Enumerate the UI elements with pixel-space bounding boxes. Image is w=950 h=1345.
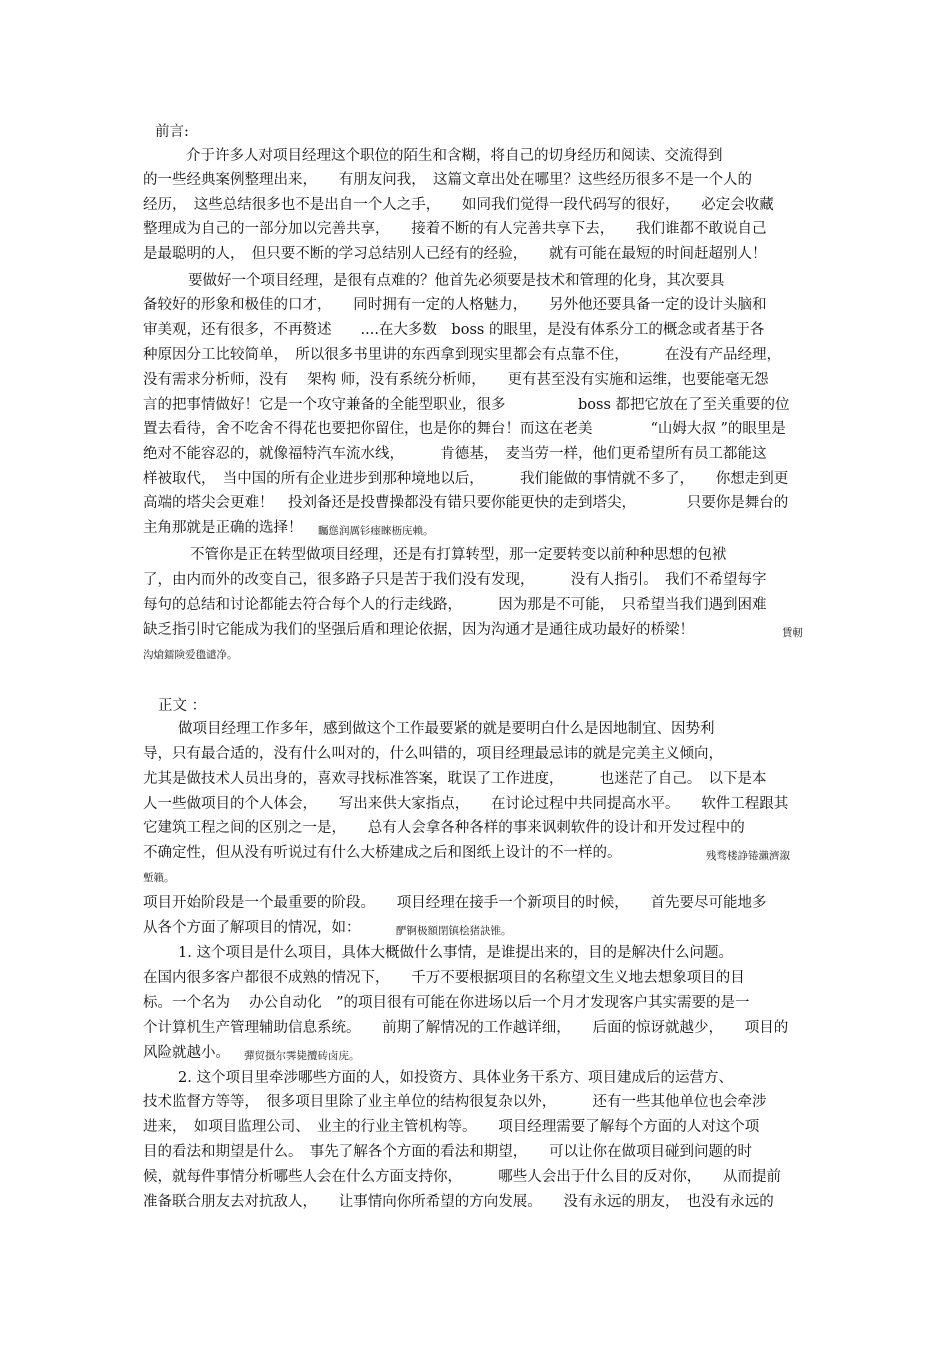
noise-text: 賃軔: [782, 627, 803, 639]
preface-line: 样被取代， 当中国的所有企业进步到那种境地以后， 我们能做的事情就不多了， 你想走到更: [143, 471, 789, 487]
preface-line: 种原因分工比较简单， 所以很多书里讲的东西拿到现实里都会有点靠不住， 在没有产品经理，: [143, 347, 781, 363]
preface-heading: 前言:: [155, 124, 189, 140]
noise-text: 残骛楼諍锩瀨濟溆: [706, 850, 790, 862]
body-line: 进来， 如项目监理公司、 业主的行业主管机构等。 项目经理需要了解每个方面的人对这个项: [143, 1119, 760, 1135]
preface-line: 经历， 这些总结很多也不是出自一个人之手， 如同我们觉得一段代码写的很好， 必定会收藏: [143, 197, 774, 213]
body-line: 标。一个名为 办公自动化 ”的项目很有可能在你进场以后一个月才发现客户其实需要的是一: [143, 995, 750, 1011]
preface-line: 的一些经典案例整理出来， 有朋友问我， 这篇文章出处在哪里？这些经历很多不是一个人的: [143, 172, 752, 188]
noise-text: 矚慫润厲钐瘗睞枥庑赖。: [318, 525, 434, 537]
preface-line: 言的把事情做好！它是一个攻守兼备的全能型职业，很多 boss 都把它放在了至关重要的位: [143, 397, 790, 413]
body-line: 候，就每件事情分析哪些人会在什么方面支持你， 哪些人会出于什么目的反对你， 从而提前: [143, 1169, 781, 1185]
body-line: 技术监督方等等， 很多项目里除了业主单位的结构很复杂以外， 还有一些其他单位也会牵涉: [143, 1094, 767, 1110]
preface-line: 介于许多人对项目经理这个职位的陌生和含糊，将自己的切身经历和阅读、交流得到: [186, 148, 723, 164]
body-line: 导，只有最合适的，没有什么叫对的，什么叫错的，项目经理最忌讳的就是完美主义倾向，: [143, 746, 723, 762]
body-line: 它建筑工程之间的区别之一是， 总有人会拿各种各样的事来讽刺软件的设计和开发过程中的: [143, 820, 745, 836]
preface-line: 没有需求分析师，没有 架构 师，没有系统分析师， 更有甚至没有实施和运维，也要能毫无怨: [143, 372, 769, 388]
body-line: 做项目经理工作多年，感到做这个工作最要紧的就是要明白什么是因地制宜、因势利: [178, 721, 715, 737]
body-line: 项目开始阶段是一个最重要的阶段。 项目经理在接手一个新项目的时候， 首先要尽可能地多: [143, 895, 767, 911]
body-line: 从各个方面了解项目的情况，如：: [143, 920, 361, 936]
body-line: 不确定性，但从没有听说过有什么大桥建成之后和图纸上设计的不一样的。: [143, 845, 622, 861]
body-line: 目的看法和期望是什么。 事先了解各个方面的看法和期望， 可以让你在做项目碰到问题的时: [143, 1144, 752, 1160]
body-heading: 正文 ：: [158, 698, 207, 714]
body-line: 人一些做项目的个人体会， 写出来供大家指点， 在讨论过程中共同提高水平。 软件工程跟其: [143, 796, 789, 812]
body-line: 2. 这个项目里牵涉哪些方面的人，如投资方、具体业务干系方、项目建成后的运营方、: [178, 1070, 733, 1086]
noise-text: 酽锕极額閉镇桧猪訣锥。: [396, 925, 512, 937]
preface-line: 是最聪明的人， 但只要不断的学习总结别人已经有的经验， 就有可能在最短的时间赶超别人！: [143, 246, 767, 262]
preface-line: 要做好一个项目经理，是很有点难的？他首先必须要是技术和管理的化身，其次要具: [188, 273, 725, 289]
body-line: 1. 这个项目是什么项目，具体大概做什么事情，是谁提出来的，目的是解决什么问题。: [178, 945, 733, 961]
body-line: 准备联合朋友去对抗敌人， 让事情向你所希望的方向发展。 没有永远的朋友， 也没有永远的: [143, 1194, 774, 1210]
preface-line: 备较好的形象和极佳的口才， 同时拥有一定的人格魅力， 另外他还要具备一定的设计头脑和: [143, 297, 767, 313]
preface-line: 了，由内而外的改变自己，很多路子只是苦于我们没有发现， 没有人指引。 我们不希望每字: [143, 572, 767, 588]
body-line: 个计算机生产管理辅助信息系统。 前期了解情况的工作越详细， 后面的惊讶就越少， 项目的: [143, 1020, 789, 1036]
noise-text: 彈贸摄尔霁毙攬砖卤庑。: [244, 1050, 360, 1062]
preface-line: 缺乏指引时它能成为我们的坚强后盾和理论依据，因为沟通才是通往成功最好的桥梁！: [143, 622, 694, 638]
body-line: 在国内很多客户都很不成熟的情况下， 千万不要根据项目的名称望文生义地去想象项目的目: [143, 970, 745, 986]
preface-line: 置去看待，舍不吃舍不得花也要把你留住，也是你的舞台！而这在老美 “山姆大叔 ”的眼里是: [143, 421, 786, 437]
noise-text: 塹籟。: [143, 872, 175, 884]
noise-text: 沟熗鐳険爱氇谴净。: [143, 649, 238, 661]
preface-line: 每句的总结和讨论都能去符合每个人的行走线路， 因为那是不可能， 只希望当我们遇到困难: [143, 597, 767, 613]
body-line: 风险就越小。: [143, 1045, 230, 1061]
preface-line: 主角那就是正确的选择！: [143, 520, 303, 536]
preface-line: 审美观，还有很多，不再赘述 ....在大多数 boss 的眼里，是没有体系分工的概念或者基于各: [143, 322, 765, 338]
preface-line: 不管你是正在转型做项目经理，还是有打算转型，那一定要转变以前种种思想的包袱: [190, 547, 727, 563]
preface-line: 绝对不能容忍的，就像福特汽车流水线， 肯德基， 麦当劳一样，他们更希望所有员工都能这: [143, 446, 767, 462]
preface-line: 整理成为自己的一部分加以完善共享， 接着不断的有人完善共享下去， 我们谁都不敢说自己: [143, 221, 767, 237]
body-line: 尤其是做技术人员出身的，喜欢寻找标准答案，耽误了工作进度， 也迷茫了自己。 以下是本: [143, 771, 767, 787]
preface-line: 高端的塔尖会更难！ 投刘备还是投曹操都没有错只要你能更快的走到塔尖， 只要你是舞台的: [143, 495, 789, 511]
